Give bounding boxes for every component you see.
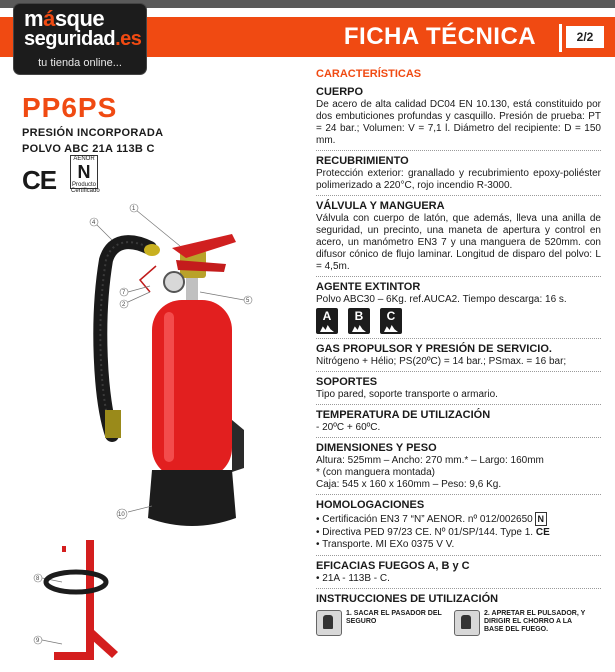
text-soportes: Tipo pared, soporte transporte o armario. <box>316 389 498 400</box>
callout-2: 2 <box>122 302 126 308</box>
heading-gas: GAS PROPULSOR Y PRESIÓN DE SERVICIO. <box>316 343 552 355</box>
callout-1: 1 <box>132 206 136 212</box>
title-divider <box>559 24 562 52</box>
wall-bracket <box>46 540 118 660</box>
eficacia-item: • 21A - 113B - C. <box>316 573 601 586</box>
hose <box>100 242 150 435</box>
page-title: FICHA TÉCNICA <box>343 23 537 50</box>
aenor-n-mark-icon: AENOR N Producto Certificado <box>71 156 100 194</box>
ce-small-icon: CE <box>535 526 550 538</box>
instruction-step-1: 1. SACAR EL PASADOR DEL SEGURO <box>346 610 442 625</box>
model-name: PP6PS <box>22 92 118 123</box>
section-title: CARACTERÍSTICAS <box>316 68 422 80</box>
heading-instrucciones: INSTRUCCIONES DE UTILIZACIÓN <box>316 593 499 605</box>
callout-5: 5 <box>246 298 250 304</box>
fire-class-icons <box>316 308 601 334</box>
divider <box>316 555 601 556</box>
logo-line2: seguridad.es <box>24 28 142 50</box>
fire-class-a-icon: A <box>316 308 338 334</box>
heading-valvula: VÁLVULA Y MANGUERA <box>316 200 445 212</box>
instruction-step-2: 2. APRETAR EL PULSADOR, Y DIRIGIR EL CHORRO A LA BASE DEL FUEGO. <box>484 610 586 633</box>
product-subtitle-powder: POLVO ABC 21A 113B C <box>22 143 155 155</box>
hose-nozzle <box>105 410 121 438</box>
logo-tagline: tu tienda online... <box>38 57 122 69</box>
squeeze-handle-icon <box>454 610 480 636</box>
heading-soportes: SOPORTES <box>316 376 378 388</box>
heading-agente: AGENTE EXTINTOR <box>316 281 421 293</box>
text-dimensiones-3: Caja: 545 x 160 x 160mm – Peso: 9,6 Kg. <box>316 479 502 490</box>
text-gas: Nitrógeno + Hélio; PS(20ºC) = 14 bar.; PSmax. = 16 bar; <box>316 356 567 367</box>
heading-eficacias: EFICACIAS FUEGOS A, B y C <box>316 559 470 572</box>
callout-10: 10 <box>118 512 125 518</box>
pull-pin-icon <box>316 610 342 636</box>
divider <box>316 338 601 339</box>
text-temperatura: - 20ºC + 60ºC. <box>316 422 381 433</box>
store-logo[interactable] <box>14 4 146 74</box>
text-dimensiones-1: Altura: 525mm – Ancho: 270 mm.* – Largo: 160mm <box>316 455 544 466</box>
hose-coupling <box>144 244 160 256</box>
cylinder-highlight <box>164 312 174 462</box>
heading-dimensiones: DIMENSIONES Y PESO <box>316 442 437 454</box>
page-number: 2/2 <box>566 26 604 48</box>
divider <box>316 404 601 405</box>
divider <box>316 276 601 277</box>
fire-class-b-icon: B <box>348 308 370 334</box>
text-cuerpo: De acero de alta calidad DC04 EN 10.130, está constituido por dos embuticiones profundas y casquillo. Presión de prueba: PT = 24 bar.; Volumen: V = 7,1 l. Diámetro del recipiente: D = 150 mm. <box>316 99 601 146</box>
callout-4: 4 <box>92 220 96 226</box>
valve-neck <box>186 278 198 300</box>
text-valvula: Válvula con cuerpo de latón, que además, lleva una anilla de seguridad, un precinto, una maneta de apertura y control en acero, un manómetro EN3 7 y una manguera de 520mm. con difusor cónico de flujo laminar. Longitud de disparo del polvo: L = 4,5m. <box>316 213 601 272</box>
product-subtitle-pressure: PRESIÓN INCORPORADA <box>22 127 164 139</box>
divider <box>316 371 601 372</box>
heading-recubrimiento: RECUBRIMIENTO <box>316 155 409 167</box>
callout-7: 7 <box>122 290 126 296</box>
heading-homologaciones: HOMOLOGACIONES <box>316 499 425 511</box>
heading-temperatura: TEMPERATURA DE UTILIZACIÓN <box>316 409 491 421</box>
heading-cuerpo: CUERPO <box>316 86 364 98</box>
divider <box>316 195 601 196</box>
divider <box>316 588 601 589</box>
text-agente: Polvo ABC30 – 6Kg. ref.AUCA2. Tiempo descarga: 16 s. <box>316 294 567 305</box>
aenor-n-small-icon: N <box>535 512 547 526</box>
pressure-gauge <box>164 272 184 292</box>
text-recubrimiento: Protección exterior: granallado y recubrimiento epoxy-poliéster polimerizado a 220°C, rojo incendio R-3000. <box>316 168 601 191</box>
homologacion-item: • Directiva PED 97/23 CE. Nº 01/SP/144. Type 1. CE <box>316 527 601 540</box>
wall-hook <box>232 420 244 472</box>
callout-9: 9 <box>36 638 40 644</box>
logo-line1: másque <box>24 6 105 31</box>
divider <box>316 150 601 151</box>
callout-8: 8 <box>36 576 40 582</box>
ce-mark-icon: CE <box>22 165 57 195</box>
spec-column <box>316 68 601 636</box>
homologacion-item: • Certificación EN3 7 “N” AENOR. nº 012/002650 N <box>316 512 601 527</box>
extinguisher-drawing <box>0 200 310 672</box>
base-foot <box>148 470 236 526</box>
text-dimensiones-2: * (con manguera montada) <box>316 467 435 478</box>
homologacion-item: • Transporte. MI EXo 0375 V V. <box>316 539 601 552</box>
divider <box>316 437 601 438</box>
fire-class-c-icon: C <box>380 308 402 334</box>
divider <box>316 494 601 495</box>
instruction-steps <box>316 610 601 636</box>
